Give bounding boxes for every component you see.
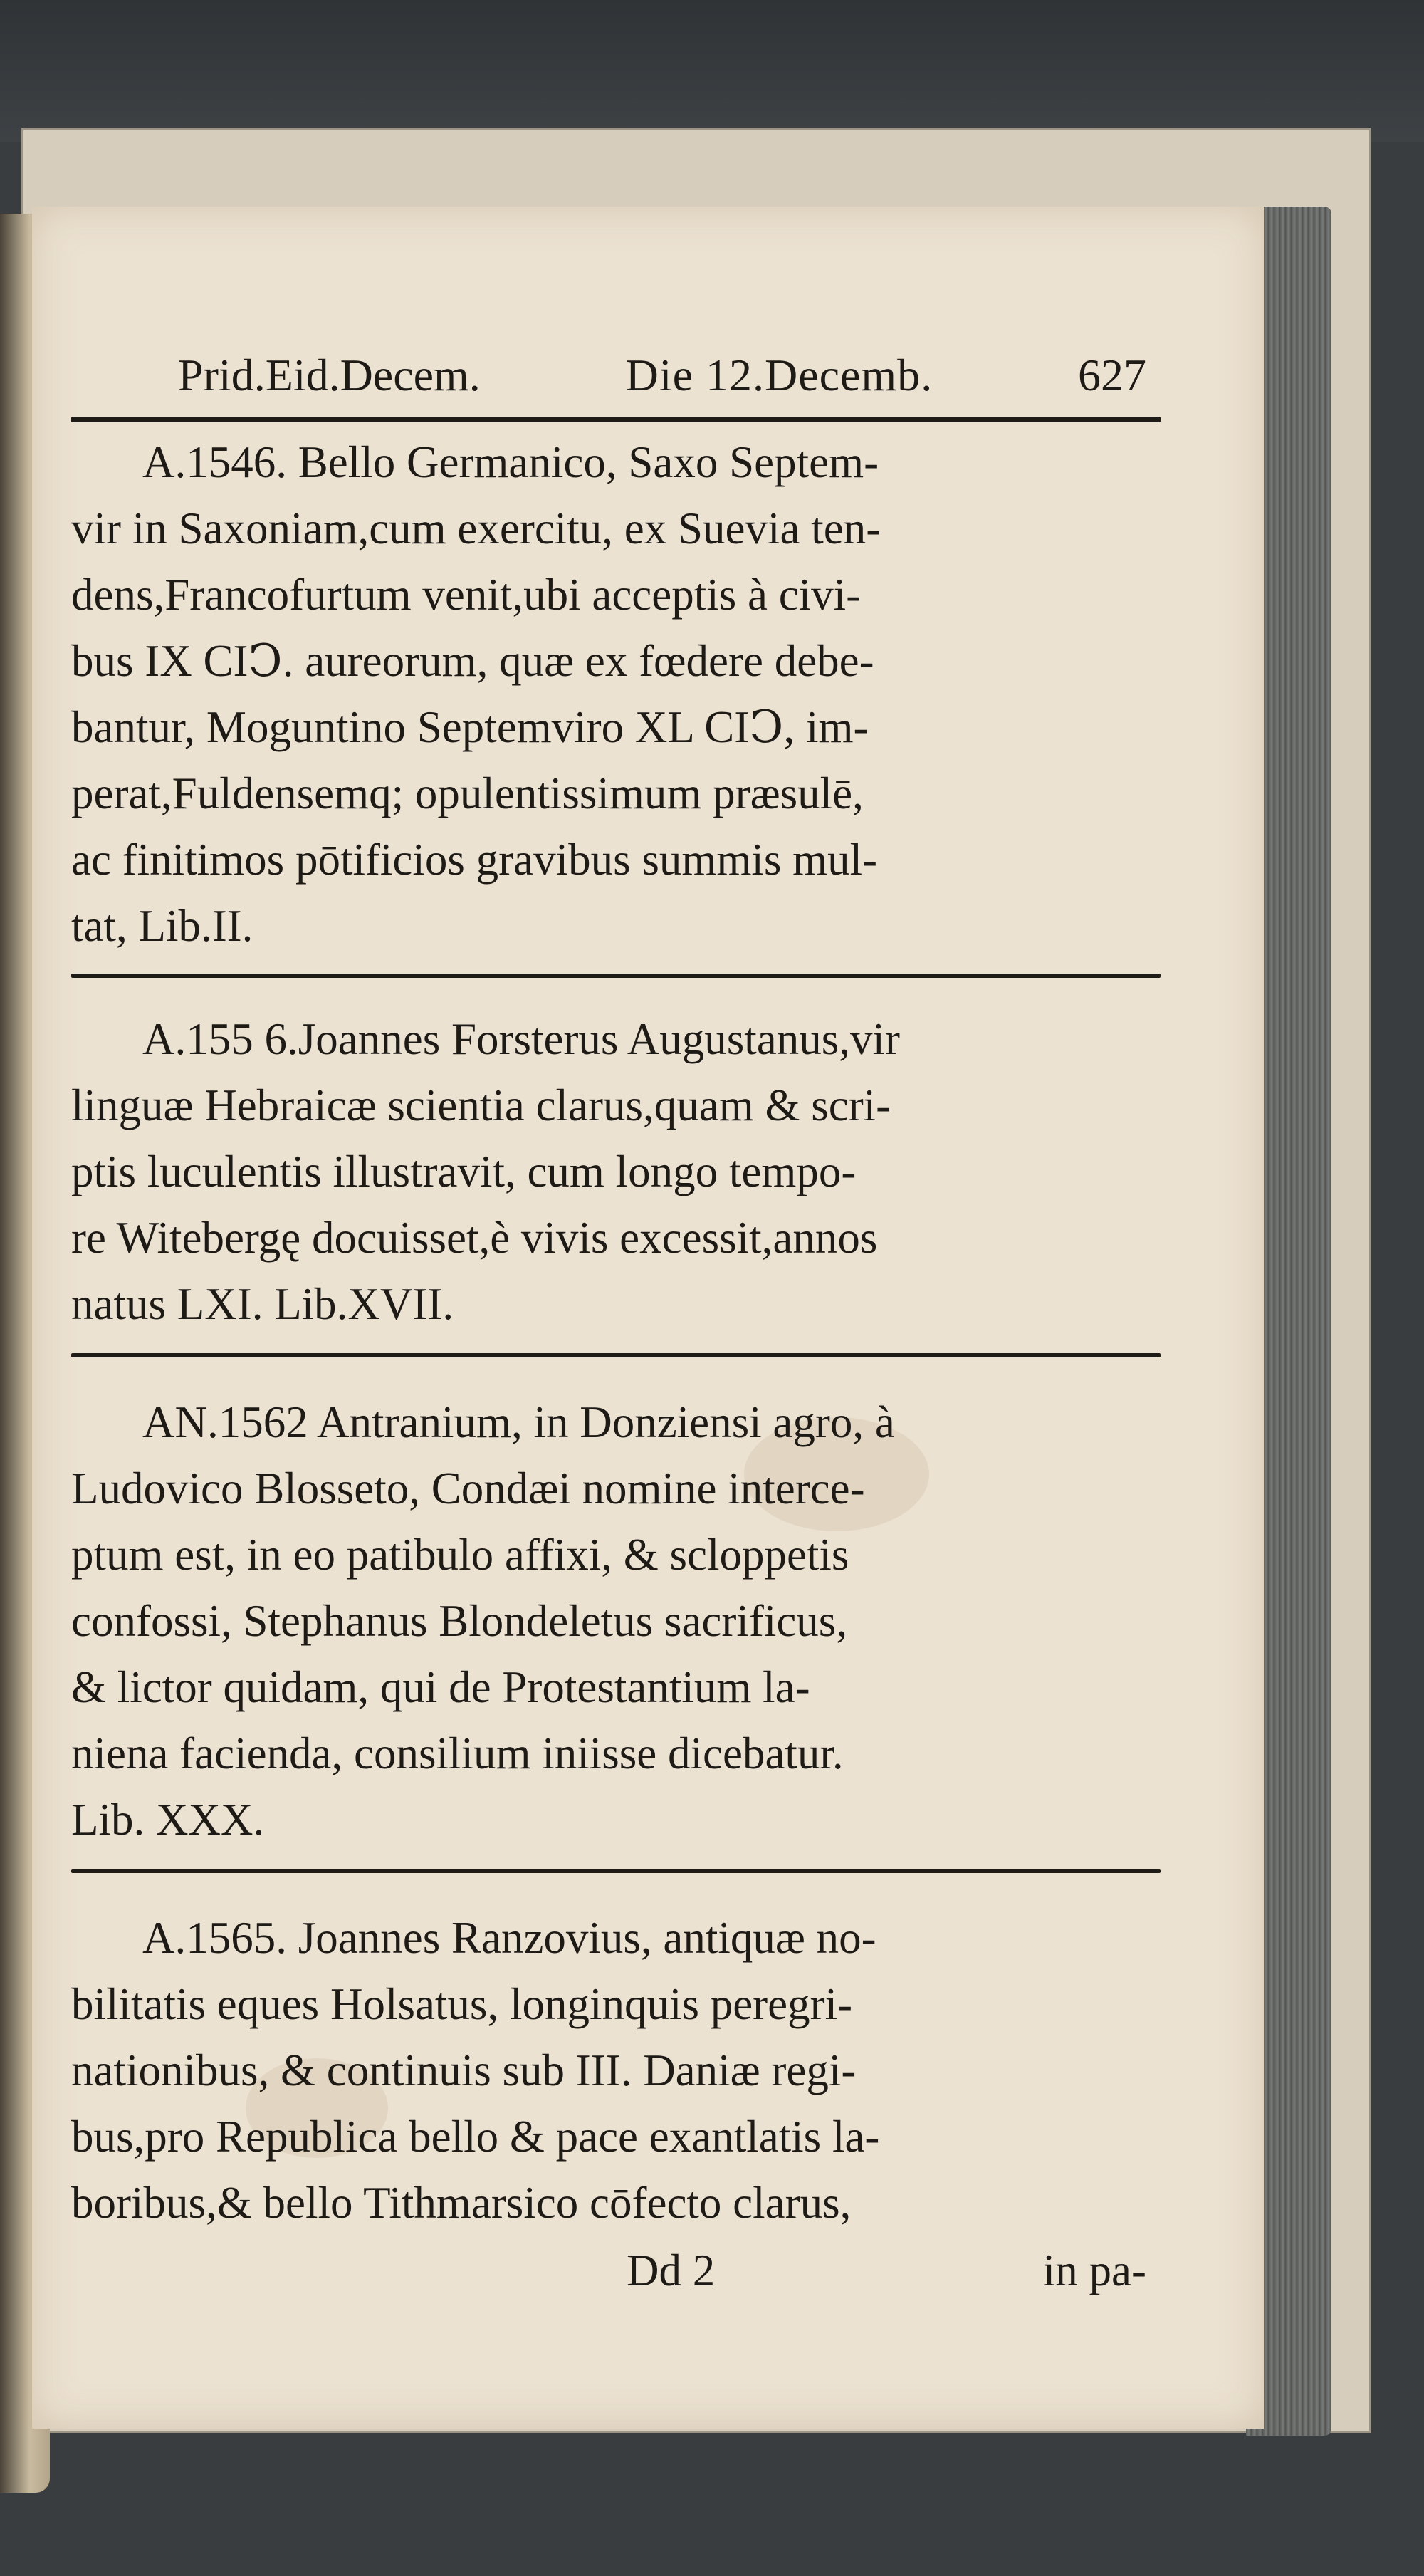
entry-line: niena facienda, consilium iniisse dicebatur. [71,1728,844,1778]
entry-1556 [71,1006,1161,1337]
entry-separator [71,974,1161,978]
entry-line: A.155 6.Joannes Forsterus Augustanus,vir [142,1014,900,1064]
running-head-center: Die 12.Decemb. [625,350,933,400]
entry-line: re Witebergę docuisset,è vivis excessit,annos [71,1213,878,1263]
book-page [32,207,1264,2429]
entry-line: bus IX CIↃ. aureorum, quæ ex fœdere debe- [71,636,874,686]
page-footer [71,2245,1161,2297]
page-number: 627 [1078,350,1146,400]
entry-line: perat,Fuldensemq; opulentissimum præsulē, [71,768,864,818]
entry-line: confossi, Stephanus Blondeletus sacrificus, [71,1596,848,1646]
running-head-left: Prid.Eid.Decem. [178,350,481,400]
signature-mark: Dd 2 [627,2246,716,2295]
head-rule [71,417,1161,422]
entry-separator [71,1353,1161,1357]
entry-line: ptum est, in eo patibulo affixi, & scloppetis [71,1530,849,1580]
entry-line: A.1546. Bello Germanico, Saxo Septem- [142,437,879,487]
entry-line: dens,Francofurtum venit,ubi acceptis à civi- [71,570,862,620]
entry-line: bantur, Moguntino Septemviro XL CIↃ, im- [71,702,869,752]
entry-separator [71,1869,1161,1873]
entry-line: vir in Saxoniam,cum exercitu, ex Suevia ten- [71,504,881,553]
entry-1562 [71,1389,1161,1853]
entry-line: ac finitimos pōtificios gravibus summis mul- [71,835,878,885]
text-block [71,349,1161,2297]
entry-line: boribus,& bello Tithmarsico cōfecto clarus, [71,2178,852,2228]
entry-line: nationibus, & continuis sub III. Daniæ regi- [71,2045,857,2095]
entry-line: Ludovico Blosseto, Condæi nomine interce- [71,1464,865,1513]
running-head [71,349,1161,417]
entry-line: A.1565. Joannes Ranzovius, antiquæ no- [142,1913,876,1963]
entry-line: tat, Lib.II. [71,901,253,951]
entry-line: & lictor quidam, qui de Protestantium la- [71,1662,810,1712]
scanner-background [0,0,1424,142]
entry-line: bus,pro Republica bello & pace exantlatis la- [71,2112,880,2162]
entry-line: bilitatis eques Holsatus, longinquis peregri- [71,1979,853,2029]
entry-line: AN.1562 Antranium, in Donziensi agro, à [142,1397,895,1447]
entry-1546 [71,429,1161,959]
entry-line: linguæ Hebraicæ scientia clarus,quam & scri- [71,1080,891,1130]
entry-1565 [71,1905,1161,2236]
entry-line: Lib. XXX. [71,1795,265,1845]
entry-line: ptis luculentis illustravit, cum longo tempo- [71,1147,857,1196]
catchword: in pa- [1042,2246,1146,2295]
entry-line: natus LXI. Lib.XVII. [71,1279,454,1329]
